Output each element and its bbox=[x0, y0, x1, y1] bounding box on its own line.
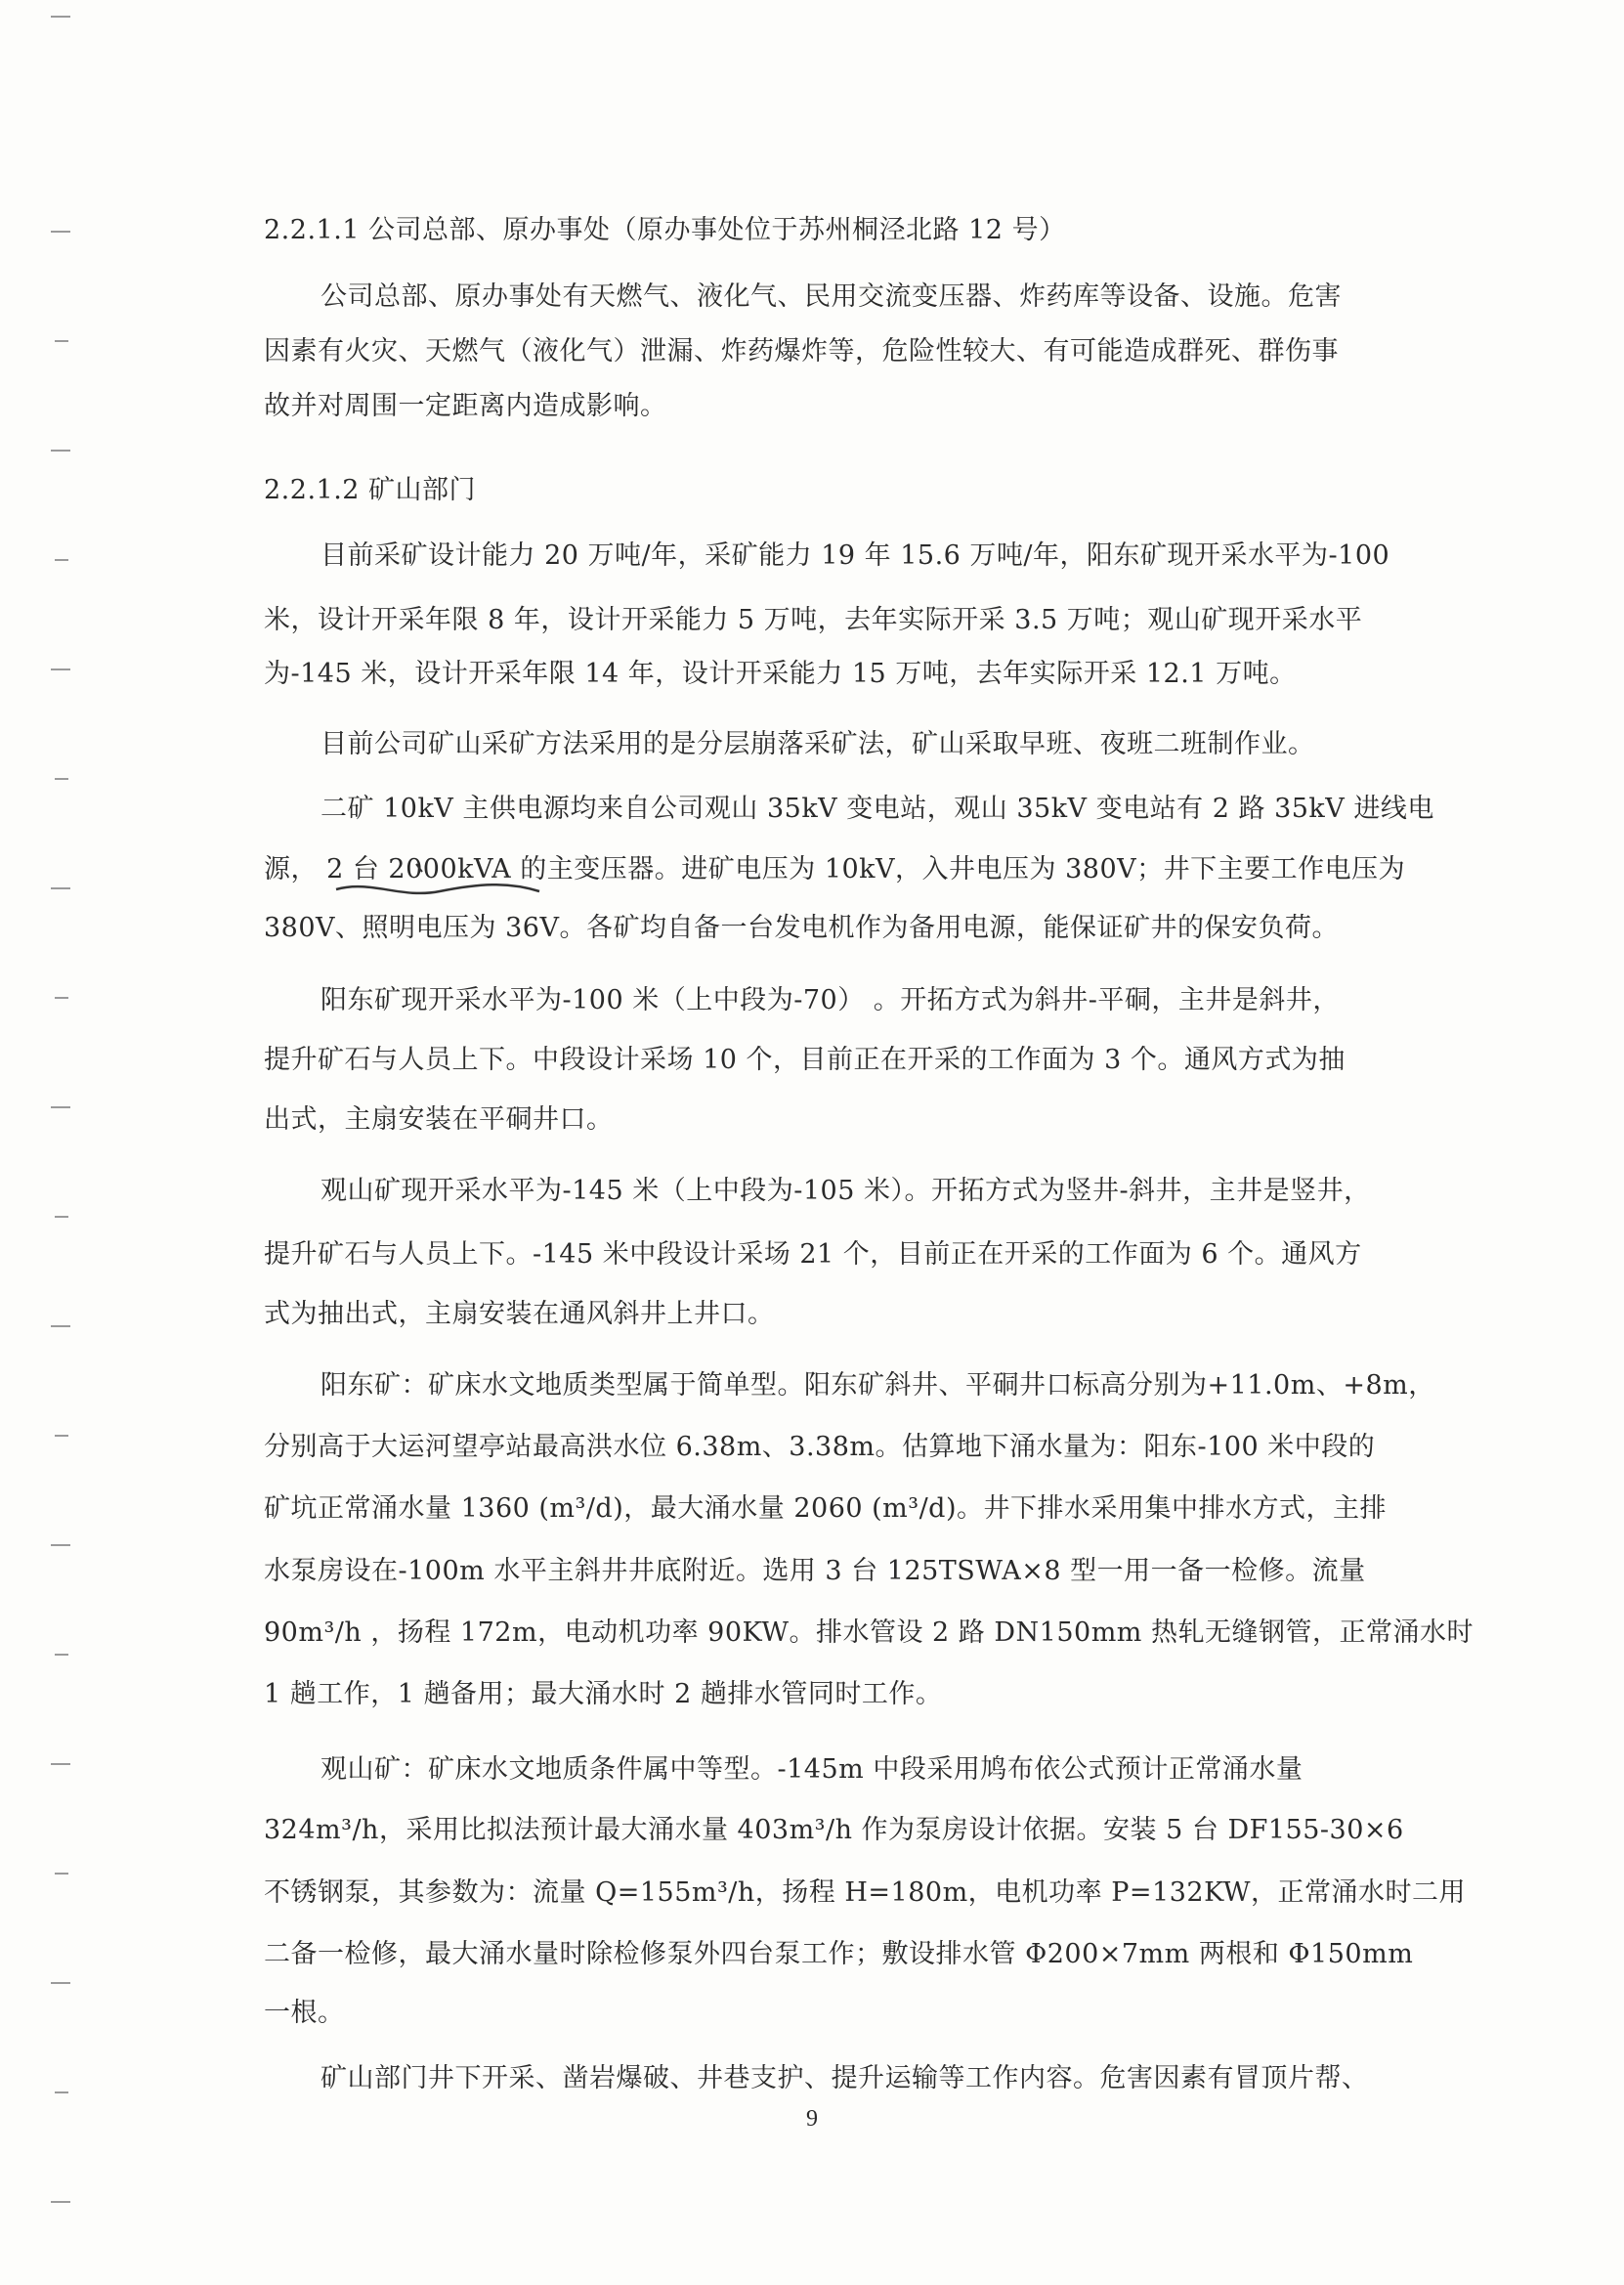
section-heading-2-2-1-2: 2.2.1.2 矿山部门 bbox=[264, 475, 477, 505]
margin-mark bbox=[55, 340, 68, 342]
margin-mark bbox=[51, 1544, 70, 1546]
margin-mark bbox=[55, 1435, 68, 1437]
section-heading-2-2-1-1: 2.2.1.1 公司总部、原办事处（原办事处位于苏州桐泾北路 12 号） bbox=[264, 215, 1066, 245]
paragraph-line: 出式，主扇安装在平硐井口。 bbox=[264, 1104, 614, 1135]
margin-mark bbox=[51, 668, 70, 670]
paragraph-line: 矿坑正常涌水量 1360 (m³/d)，最大涌水量 2060 (m³/d)。井下排水采用集中排水方式，主排 bbox=[264, 1493, 1388, 1524]
margin-mark bbox=[55, 1873, 68, 1875]
margin-mark bbox=[55, 1216, 68, 1218]
margin-mark bbox=[55, 559, 68, 561]
paragraph-line: 观山矿现开采水平为-145 米（上中段为-105 米）。开拓方式为竖井-斜井，主井是竖井， bbox=[321, 1176, 1371, 1206]
paragraph-line: 故并对周围一定距离内造成影响。 bbox=[264, 391, 667, 421]
margin-mark bbox=[51, 1325, 70, 1327]
paragraph-line: 不锈钢泵，其参数为：流量 Q=155m³/h，扬程 H=180m，电机功率 P=132KW，正常涌水时二用 bbox=[264, 1877, 1467, 1908]
paragraph-line: 二矿 10kV 主供电源均来自公司观山 35kV 变电站，观山 35kV 变电站有 2 路 35kV 进线电 bbox=[321, 794, 1434, 824]
paragraph-line: 一根。 bbox=[264, 1998, 345, 2028]
paragraph-line: 为-145 米，设计开采年限 14 年，设计开采能力 15 万吨，去年实际开采 12.1 万吨。 bbox=[264, 659, 1297, 689]
margin-mark bbox=[51, 887, 70, 889]
margin-mark bbox=[55, 778, 68, 780]
margin-mark bbox=[51, 231, 70, 233]
margin-mark bbox=[51, 1982, 70, 1984]
paragraph-line: 提升矿石与人员上下。-145 米中段设计采场 21 个，目前正在开采的工作面为 6 个。通风方 bbox=[264, 1239, 1362, 1270]
paragraph-line: 目前采矿设计能力 20 万吨/年，采矿能力 19 年 15.6 万吨/年，阳东矿现开采水平为-100 bbox=[321, 540, 1390, 571]
margin-mark bbox=[51, 450, 70, 452]
margin-mark bbox=[51, 1106, 70, 1108]
paragraph-line: 米，设计开采年限 8 年，设计开采能力 5 万吨，去年实际开采 3.5 万吨；观山矿现开采水平 bbox=[264, 605, 1363, 635]
paragraph-line: 阳东矿：矿床水文地质类型属于简单型。阳东矿斜井、平硐井口标高分别为+11.0m、+8m， bbox=[321, 1370, 1435, 1401]
margin-mark bbox=[55, 1654, 68, 1656]
margin-mark bbox=[55, 2091, 68, 2093]
paragraph-line: 式为抽出式，主扇安装在通风斜井上井口。 bbox=[264, 1299, 775, 1329]
paragraph-line: 因素有火灾、天燃气（液化气）泄漏、炸药爆炸等，危险性较大、有可能造成群死、群伤事 bbox=[264, 336, 1339, 366]
handwritten-underline-mark bbox=[332, 860, 547, 899]
paragraph-line: 水泵房设在-100m 水平主斜井井底附近。选用 3 台 125TSWA×8 型一用一备一检修。流量 bbox=[264, 1556, 1366, 1586]
paragraph-line: 观山矿：矿床水文地质条件属中等型。-145m 中段采用鸠布依公式预计正常涌水量 bbox=[321, 1754, 1303, 1785]
paragraph-line: 公司总部、原办事处有天燃气、液化气、民用交流变压器、炸药库等设备、设施。危害 bbox=[321, 281, 1342, 312]
margin-mark bbox=[51, 2201, 70, 2203]
margin-mark bbox=[51, 1763, 70, 1765]
margin-mark bbox=[55, 997, 68, 999]
paragraph-line: 1 趟工作，1 趟备用；最大涌水时 2 趟排水管同时工作。 bbox=[264, 1679, 943, 1709]
paragraph-line: 二备一检修，最大涌水量时除检修泵外四台泵工作；敷设排水管 Φ200×7mm 两根和 Φ150mm bbox=[264, 1939, 1414, 1969]
paragraph-line: 矿山部门井下开采、凿岩爆破、井巷支护、提升运输等工作内容。危害因素有冒顶片帮、 bbox=[321, 2063, 1369, 2093]
paragraph-line: 源， 2 台 2000kVA 的主变压器。进矿电压为 10kV，入井电压为 380V；井下主要工作电压为 bbox=[264, 854, 1406, 884]
paragraph-line: 380V、照明电压为 36V。各矿均自备一台发电机作为备用电源，能保证矿井的保安负荷。 bbox=[264, 913, 1339, 943]
paragraph-line: 324m³/h，采用比拟法预计最大涌水量 403m³/h 作为泵房设计依据。安装 5 台 DF155-30×6 bbox=[264, 1815, 1404, 1845]
paragraph-line: 阳东矿现开采水平为-100 米（上中段为-70） 。开拓方式为斜井-平硐，主井是斜井， bbox=[321, 985, 1340, 1015]
page-number: 9 bbox=[806, 2106, 818, 2132]
margin-mark bbox=[51, 16, 70, 18]
paragraph-line: 提升矿石与人员上下。中段设计采场 10 个，目前正在开采的工作面为 3 个。通风方式为抽 bbox=[264, 1045, 1346, 1075]
paragraph-line: 目前公司矿山采矿方法采用的是分层崩落采矿法，矿山采取早班、夜班二班制作业。 bbox=[321, 729, 1315, 759]
paragraph-line: 90m³/h ，扬程 172m，电动机功率 90KW。排水管设 2 路 DN150mm 热轧无缝钢管，正常涌水时 bbox=[264, 1617, 1474, 1648]
paragraph-line: 分别高于大运河望亭站最高洪水位 6.38m、3.38m。估算地下涌水量为：阳东-100 米中段的 bbox=[264, 1432, 1376, 1462]
